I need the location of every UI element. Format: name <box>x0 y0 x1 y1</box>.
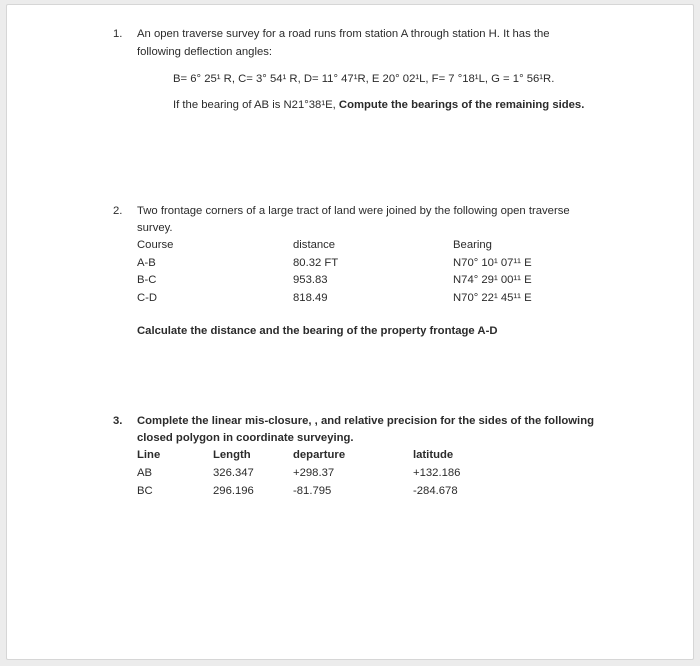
q3-header-departure: departure <box>293 449 346 461</box>
q3-header-line: Line <box>137 449 161 461</box>
q3-row1-departure: +298.37 <box>293 467 335 479</box>
q2-row3-course: C-D <box>137 292 158 304</box>
q2-task: Calculate the distance and the bearing of the property frontage A-D <box>137 325 498 337</box>
q3-row2-length: 296.196 <box>213 485 254 497</box>
q3-header-latitude: latitude <box>413 449 454 461</box>
q3-line2: closed polygon in coordinate surveying. <box>137 432 354 444</box>
q1-given: If the bearing of AB is N21°38¹E, <box>173 99 339 111</box>
q2-row1-course: A-B <box>137 257 156 269</box>
q1-number: 1. <box>113 28 123 40</box>
q2-line2: survey. <box>137 222 173 234</box>
q3-row1-line: AB <box>137 467 153 479</box>
q2-row2-distance: 953.83 <box>293 274 328 286</box>
q2-line1: Two frontage corners of a large tract of land were joined by the following open traverse <box>137 205 570 217</box>
q3-row2-latitude: -284.678 <box>413 485 458 497</box>
q2-header-course: Course <box>137 239 174 251</box>
q3-number: 3. <box>113 415 123 427</box>
q2-row3-bearing: N70° 22¹ 45¹¹ E <box>453 292 532 304</box>
q2-row2-bearing: N74° 29¹ 00¹¹ E <box>453 274 532 286</box>
q2-row2-course: B-C <box>137 274 157 286</box>
q3-row1-length: 326.347 <box>213 467 254 479</box>
q1-angles: B= 6° 25¹ R, C= 3° 54¹ R, D= 11° 47¹R, E 20° 02¹L, F= 7 °18¹L, G = 1° 56¹R. <box>173 73 555 85</box>
q2-row1-distance: 80.32 FT <box>293 257 339 269</box>
q1-given-line <box>173 98 584 112</box>
q3-row2-line: BC <box>137 485 153 497</box>
q2-row1-bearing: N70° 10¹ 07¹¹ E <box>453 257 532 269</box>
q1-task: Compute the bearings of the remaining sides. <box>338 99 585 111</box>
q1-line1: An open traverse survey for a road runs from station A through station H. It has the <box>137 28 550 40</box>
q2-header-bearing: Bearing <box>453 239 492 251</box>
q3-header-length: Length <box>213 449 251 461</box>
document-page <box>6 4 694 660</box>
q2-header-distance: distance <box>293 239 336 251</box>
q3-row1-latitude: +132.186 <box>413 467 461 479</box>
q3-row2-departure: -81.795 <box>293 485 332 497</box>
q2-row3-distance: 818.49 <box>293 292 328 304</box>
q2-number: 2. <box>113 205 123 217</box>
q1-line2: following deflection angles: <box>137 46 273 58</box>
q3-line1: Complete the linear mis-closure, , and relative precision for the sides of the following <box>137 415 594 427</box>
